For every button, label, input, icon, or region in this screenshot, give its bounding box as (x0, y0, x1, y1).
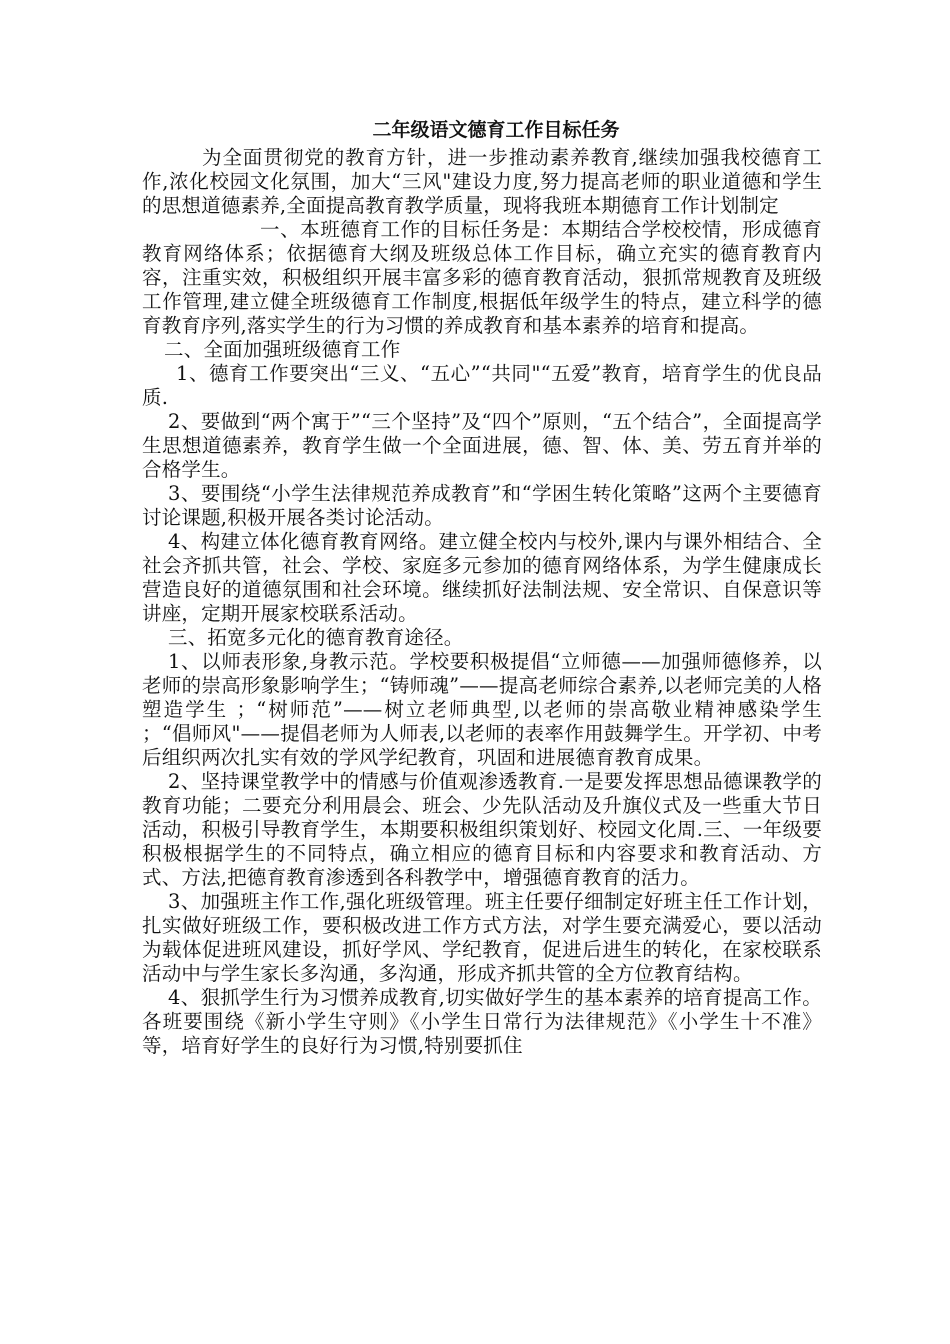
section-3-heading: 三、拓宽多元化的德育教育途径。 (168, 626, 464, 649)
item-3-1-paragraph: 1、以师表形象,身教示范。学校要积极提倡“立师德——加强师德修养，以老师的崇高形象影响学生；“铸师魂”——提高老师综合素养,以老师完美的人格塑造学生 ；“树师范”——树立老师典型,以老师的崇高敬业精神感染学生 ；“倡师风"——提倡老师为人师表,以老师的表率作用鼓舞学生。开学初、中考后组织两次扎实有效的学风学纪教育，巩固和进展德育教育成果。 (142, 650, 822, 769)
section-2-heading: 二、全面加强班级德育工作 (164, 338, 401, 361)
item-2-4-paragraph: 4、构建立体化德育教育网络。建立健全校内与校外,课内与课外相结合、全社会齐抓共管，社会、学校、家庭多元参加的德育网络体系，为学生健康成长营造良好的道德氛围和社会环境。继续抓好法制法规、安全常识、自保意识等讲座，定期开展家校联系活动。 (142, 530, 822, 625)
section-1-paragraph: 一、本班德育工作的目标任务是：本期结合学校校情，形成德育教育网络体系；依据德育大纲及班级总体工作目标，确立充实的德育教育内容，注重实效，积极组织开展丰富多彩的德育教育活动，狠抓常规教育及班级工作管理,建立健全班级德育工作制度,根据低年级学生的特点，建立科学的德育教育序列,落实学生的行为习惯的养成教育和基本素养的培育和提高。 (142, 218, 822, 337)
item-3-2-paragraph: 2、坚持课堂教学中的情感与价值观渗透教育.一是要发挥思想品德课教学的教育功能；二要充分利用晨会、班会、少先队活动及升旗仪式及一些重大节日活动，积极引导教育学生，本期要积极组织策划好、校园文化周.三、一年级要积极根据学生的不同特点，确立相应的德育目标和内容要求和教育活动、方式、方法,把德育教育渗透到各科教学中，增强德育教育的活力。 (142, 770, 822, 889)
document-title: 二年级语文德育工作目标任务 (372, 119, 620, 141)
item-3-4-paragraph: 4、狠抓学生行为习惯养成教育,切实做好学生的基本素养的培育提高工作。各班要围绕《新小学生守则》《小学生日常行为法律规范》《小学生十不准》等，培育好学生的良好行为习惯,特别要抓住 (142, 986, 822, 1057)
document-page (142, 118, 822, 1058)
item-2-3-paragraph: 3、要围绕“小学生法律规范养成教育”和“学困生转化策略”这两个主要德育讨论课题,积极开展各类讨论活动。 (142, 482, 822, 529)
intro-paragraph: 为全面贯彻党的教育方针，进一步推动素养教育,继续加强我校德育工作,浓化校园文化氛围，加大“三风"建设力度,努力提高老师的职业道德和学生的思想道德素养,全面提高教育教学质量，现将我班本期德育工作计划制定 (142, 146, 822, 217)
item-3-3-paragraph: 3、加强班主作工作,强化班级管理。班主任要仔细制定好班主任工作计划，扎实做好班级工作，要积极改进工作方式方法，对学生要充满爱心，要以活动为载体促进班风建设，抓好学风、学纪教育，促进后进生的转化，在家校联系活动中与学生家长多沟通，多沟通，形成齐抓共管的全方位教育结构。 (142, 890, 822, 985)
item-2-1-paragraph: 1、德育工作要突出“三义、“五心”“共同"“五爱”教育，培育学生的优良品质. (142, 362, 822, 409)
item-2-2-paragraph: 2、要做到“两个寓于”“三个坚持”及“四个”原则，“五个结合”，全面提高学生思想道德素养，教育学生做一个全面进展，德、智、体、美、劳五育并举的合格学生。 (142, 410, 822, 481)
